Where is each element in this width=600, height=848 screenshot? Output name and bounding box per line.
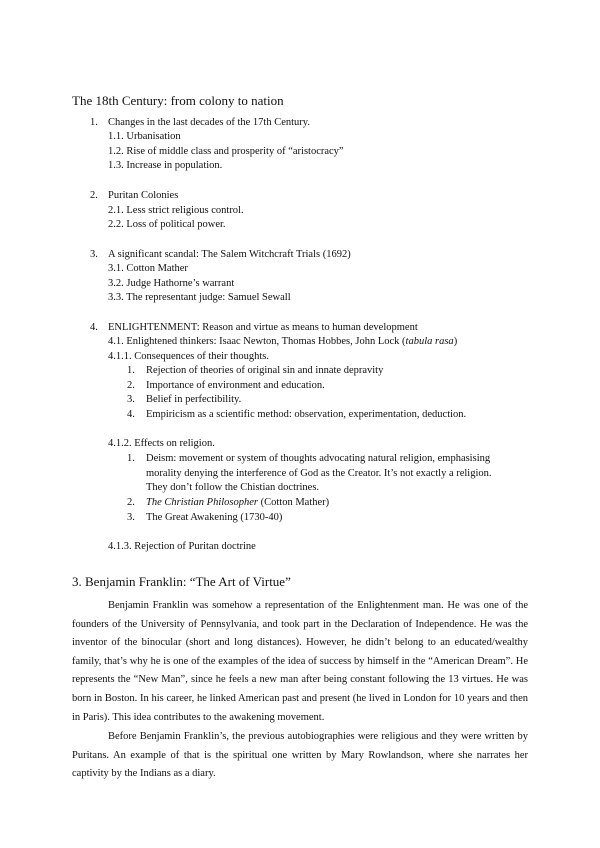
effect-item-line: Deism: movement or system of thoughts advocating natural religion, emphasising (146, 453, 491, 464)
consequence-item: Empiricism as a scientific method: observation, experimentation, deduction. (146, 409, 467, 420)
thinkers-prefix: 4.1. Enlightened thinkers: Isaac Newton, Thomas Hobbes, John Lock ( (108, 336, 406, 347)
list-number: 3. (127, 394, 135, 405)
paragraph: Before Benjamin Franklin’s, the previous autobiographies were religious and they were written by Puritans. An example of that is the spiritual one written by Mary Rowlandson, where she narrates her captivity by the Indians as a diary. (72, 731, 528, 780)
list-number: 3. (127, 512, 135, 523)
thinkers-italic: tabula rasa (405, 336, 454, 347)
list-number: 1. (127, 453, 135, 464)
effect-item (146, 496, 329, 510)
effect-italic: The Christian Philosopher (146, 497, 259, 508)
effect-item: The Great Awakening (1730-40) (146, 512, 283, 523)
list-number: 4. (90, 322, 98, 333)
paragraph: Benjamin Franklin was somehow a representation of the Enlightenment man. He was one of the founders of the University of Pennsylvania, and took part in the Declaration of Independence. He was the inventor of the binocular (short and long distances). However, he didn’t belong to an educated/wealthy family, that’s why he is one of the examples of the idea of success by himself in the “American Dream”. He represents the “New Man”, since he feels a new man after being constant following the 13 virtues. He was born in Boston. In his career, he linked American past and present (he lived in London for 10 years and then in Paris). This idea contributes to the awakening movement. (72, 600, 528, 723)
sub-item: 2.1. Less strict religious control. (108, 205, 244, 216)
rejection-item: 4.1.3. Rejection of Puritan doctrine (108, 541, 256, 552)
list-item-label: A significant scandal: The Salem Witchcraft Trials (1692) (108, 249, 351, 260)
list-item-label: ENLIGHTENMENT: Reason and virtue as means to human development (108, 322, 418, 333)
section-title: The 18th Century: from colony to nation (72, 93, 284, 108)
sub-item-thinkers (108, 335, 457, 349)
list-number: 2. (127, 497, 135, 508)
list-number: 3. (90, 249, 98, 260)
sub-item: 1.2. Rise of middle class and prosperity of “aristocracy” (108, 146, 344, 157)
list-number: 1. (127, 365, 135, 376)
sub-item: 3.2. Judge Hathorne’s warrant (108, 278, 235, 289)
thinkers-suffix: ) (453, 336, 458, 347)
list-number: 2. (90, 190, 98, 201)
list-number: 2. (127, 380, 135, 391)
list-item-label: Changes in the last decades of the 17th Century. (108, 117, 310, 128)
sub-item: 1.3. Increase in population. (108, 160, 223, 171)
consequence-item: Rejection of theories of original sin and innate depravity (146, 365, 384, 376)
effect-item-line: They don’t follow the Chistian doctrines. (146, 482, 320, 493)
consequence-item: Belief in perfectibility. (146, 394, 242, 405)
effects-title: 4.1.2. Effects on religion. (108, 438, 215, 449)
list-number: 4. (127, 409, 135, 420)
sub-item: 3.1. Cotton Mather (108, 263, 188, 274)
list-item-label: Puritan Colonies (108, 190, 179, 201)
list-number: 1. (90, 117, 98, 128)
consequence-item: Importance of environment and education. (146, 380, 325, 391)
effect-rest: (Cotton Mather) (258, 497, 330, 508)
sub-item: 3.3. The representant judge: Samuel Sewall (108, 292, 291, 303)
section-title-franklin: 3. Benjamin Franklin: “The Art of Virtue” (72, 574, 291, 589)
sub-item: 2.2. Loss of political power. (108, 219, 226, 230)
consequences-title: 4.1.1. Consequences of their thoughts. (108, 351, 269, 362)
sub-item: 1.1. Urbanisation (108, 131, 181, 142)
effect-item-line: morality denying the interference of God as the Creator. It’s not exactly a religion. (146, 468, 492, 479)
